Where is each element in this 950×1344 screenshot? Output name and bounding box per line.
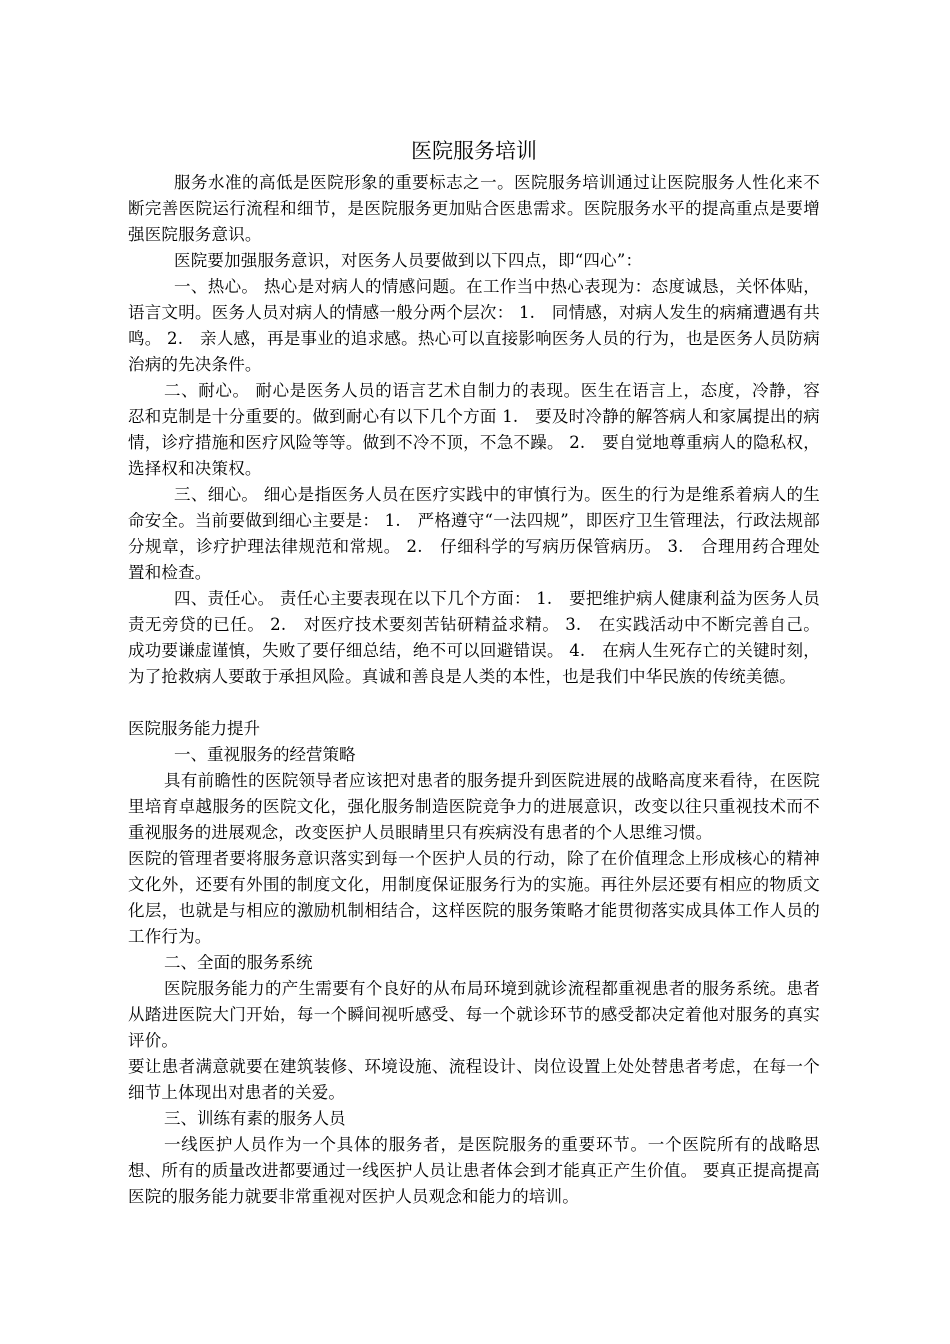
system-paragraph-1: 医院服务能力的产生需要有个良好的从布局环境到就诊流程都重视患者的服务系统。患者从踏进医院大门开始，每一个瞬间视听感受、每一个就诊环节的感受都决定着他对服务的真实评价。 [128,979,820,1050]
patience-paragraph: 二、耐心。 耐心是医务人员的语言艺术自制力的表现。医生在语言上，态度，冷静，容忍和克制是十分重要的。做到耐心有以下几个方面 1. 要及时冷静的解答病人和家属提出的病情，诊疗措施和医疗风险等等。做到不冷不顶，不急不躁。 2. 要自觉地尊重病人的隐私权，选择权和决策权。 [128,381,820,478]
carefulness-paragraph: 三、细心。 细心是指医务人员在医疗实践中的审慎行为。医生的行为是维系着病人的生命安全。当前要做到细心主要是： 1. 严格遵守“一法四规”，即医疗卫生管理法，行政法规部分规章，诊疗护理法律规范和常规。 2. 仔细科学的写病历保管病历。 3. 合理用药合理处置和检查。 [128,485,820,582]
warm-heart-paragraph: 一、热心。 热心是对病人的情感问题。在工作当中热心表现为：态度诚恳，关怀体贴，语言文明。医务人员对病人的情感一般分两个层次： 1. 同情感，对病人发生的病痛遭遇有共鸣。 2. 亲人感，再是事业的追求感。热心可以直接影响医务人员的行为，也是医务人员防病治病的先决条件。 [128,277,820,374]
subsection-heading-strategy: 一、重视服务的经营策略 [174,745,356,764]
strategy-paragraph-2: 医院的管理者要将服务意识落实到每一个医护人员的行动，除了在价值理念上形成核心的精神文化外，还要有外围的制度文化，用制度保证服务行为的实施。再往外层还要有相应的物质文化层，也就是与相应的激励机制相结合，这样医院的服务策略才能贯彻落实成具体工作人员的工作行为。 [128,849,820,946]
staff-paragraph: 一线医护人员作为一个具体的服务者，是医院服务的重要环节。一个医院所有的战略思想、所有的质量改进都要通过一线医护人员让患者体会到才能真正产生价值。 要真正提高提高医院的服务能力就要非常重视对医护人员观念和能力的培训。 [128,1135,820,1206]
four-hearts-intro: 医院要加强服务意识，对医务人员要做到以下四点，即“四心”： [174,251,643,270]
section-gap [128,690,820,716]
subsection-heading-system: 二、全面的服务系统 [164,953,313,972]
intro-paragraph: 服务水准的高低是医院形象的重要标志之一。医院服务培训通过让医院服务人性化来不断完善医院运行流程和细节，是医院服务更加贴合医患需求。医院服务水平的提高重点是要增强医院服务意识。 [128,173,820,244]
section-heading: 医院服务能力提升 [128,719,260,738]
system-paragraph-2: 要让患者满意就要在建筑装修、环境设施、流程设计、岗位设置上处处替患者考虑，在每一个细节上体现出对患者的关爱。 [128,1057,820,1102]
responsibility-paragraph: 四、责任心。 责任心主要表现在以下几个方面： 1. 要把维护病人健康利益为医务人员责无旁贷的已任。 2. 对医疗技术要刻苦钻研精益求精。 3. 在实践活动中不断完善自己。成功要谦虚谨慎，失败了要仔细总结，绝不可以回避错误。 4. 在病人生死存亡的关键时刻，为了抢救病人要敢于承担风险。真诚和善良是人类的本性，也是我们中华民族的传统美德。 [128,589,820,686]
document-page [128,136,820,1210]
subsection-heading-staff: 三、训练有素的服务人员 [164,1109,346,1128]
strategy-paragraph-1: 具有前瞻性的医院领导者应该把对患者的服务提升到医院进展的战略高度来看待，在医院里培育卓越服务的医院文化，强化服务制造医院竞争力的进展意识，改变以往只重视技术而不重视服务的进展观念，改变医护人员眼睛里只有疾病没有患者的个人思维习惯。 [128,771,820,842]
document-title: 医院服务培训 [411,139,537,163]
